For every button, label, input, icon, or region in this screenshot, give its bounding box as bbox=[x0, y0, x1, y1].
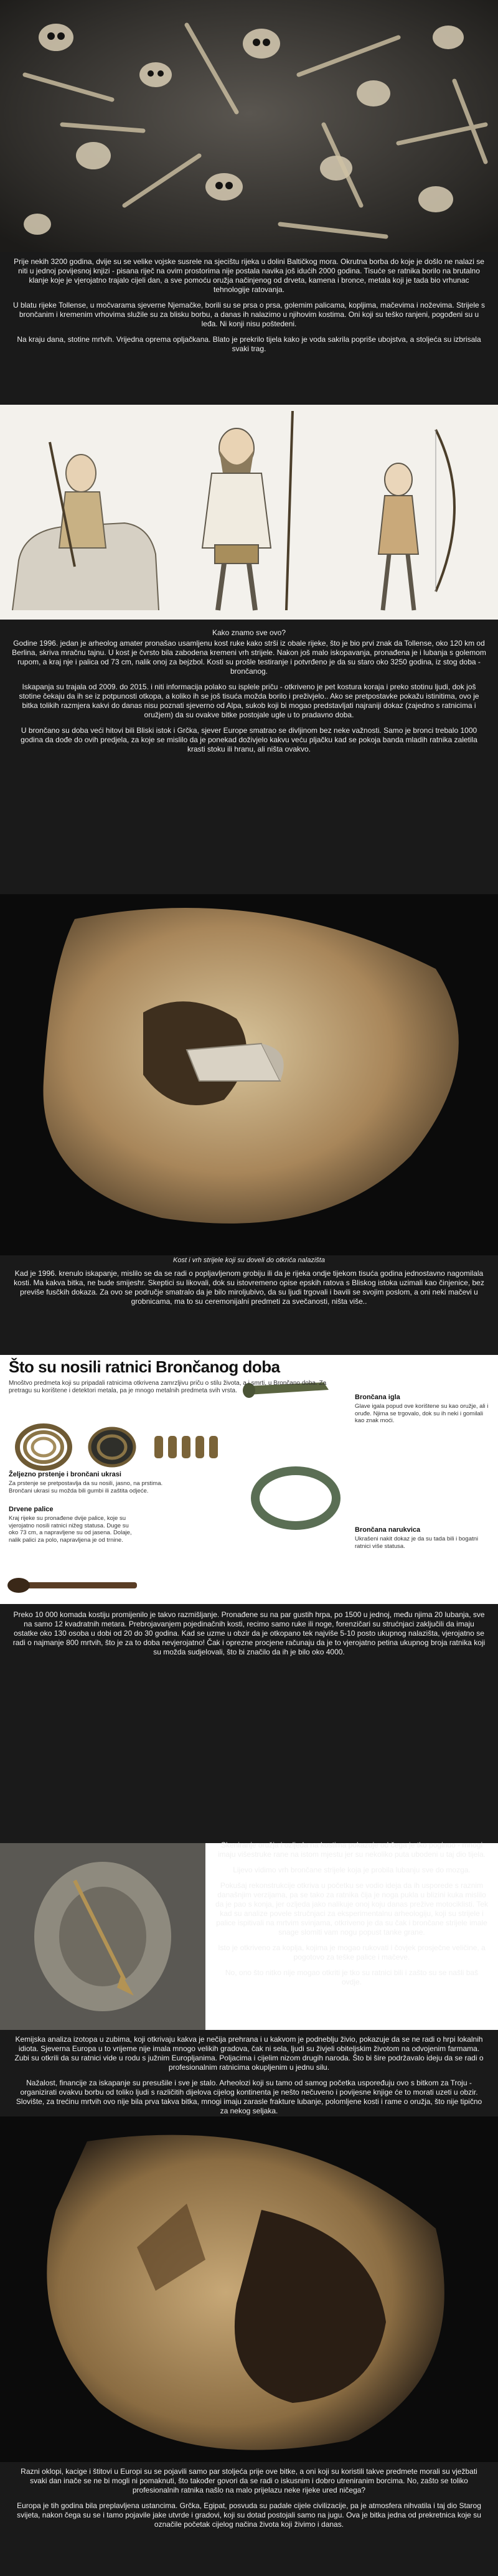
injury-paragraph-3: Pokušaj rekonstrukcije otkriva u početku se vodio ideja da ih usporede s raznim današnjim verzijama, pa se tako za ratnika čija je noga pukla u blizini kuka mislilo da je pao s konja, jer ozljeda jako nalikuje onoj koju danas prežive motociklisti. Tek kad su analize povele stručnjaci za eksperimentalnu arheologiju, koji su strijele i palice ispitivali na mrtvim svinjama, otkriveno je da su čak i brončane strijele imale snage slomiti vam nogu popust tanke grane. bbox=[215, 1881, 489, 1937]
conclusion-section bbox=[0, 2462, 498, 2576]
club-text: Kraj rijeke su pronađene dvije palice, koje su vjerojatno nosili ratnici nižeg statusa. Duge su oko 73 cm, a napravljene su od jasena. Dolaje, nalik palici za polo, napravljena je od trnine. bbox=[9, 1515, 132, 1544]
intro-paragraph-2: U blatu rijeke Tollense, u močvarama sjeverne Njemačke, borili su se prsa o prsa, golemim palicama, kopljima, mačevima i noževima. Strijele s brončanim i kremenim vrhovima služile su za blisku borbu, a danas ih nalazimo u njihovim kostima. Oni koji su teško ranjeni, pogođeni su u leđa. Ni konji nisu poštedeni. bbox=[12, 301, 486, 328]
wooden-club-icon bbox=[7, 1578, 137, 1593]
discovery-paragraph-2: Iskapanja su trajala od 2009. do 2015. i niti informacija polako su isplele priču - otkriveno je pet kostura koraja i preko stotinu ljudi, dok još stotine čekaju da ih se iz potpunosti otkopa, a koliko ih se još tisuća možda borilo i preživjelo.. Ako se pretpostavke pokažu istinitima, ovo je bitka tolikih razmjera kakvi do danas nisu poznati sjeverno od Alpa, sukob koji bi mogao predstavljati najraniji dokaz (zajedno s ratnicima i oružjem) da su ovakve bitke postojale ugle u to pradavno doba. bbox=[19, 682, 479, 719]
weapons-intro: Mnoštvo predmeta koji su pripadali ratnicima otkrivena zamrzljivu priču o stilu života, a i smrti, u Brončano doba. Za pretragu su korištene i detektori metala, pa je mnogo metalnih predmeta svih vrsta. bbox=[9, 1380, 327, 1394]
isotope-section bbox=[0, 2030, 498, 2116]
discovery-heading: Kako znamo sve ovo? bbox=[212, 628, 286, 637]
bracelet-text: Ukrašeni nakit dokaz je da su tada bili i bogatni ratnici više statusa. bbox=[355, 1536, 479, 1550]
bracelet-label: Brončana narukvica bbox=[355, 1526, 421, 1534]
weapons-infographic bbox=[0, 1355, 498, 1604]
injury-paragraph-2: Lijevo vidimo vrh brončane strijele koja je probila lubanju sve do mozga. bbox=[233, 1866, 471, 1874]
isotope-paragraph-2: Nažalost, financije za iskapanje su presušile i sve je stalo. Arheolozi koji su tamo od samog početka uspoređuju ovo s bitkom za Troju - organizirati ovakvu borbu od toliko ljudi s različitih dijelova cijelog kontinenta je nešto nečuveno i povijesne knjige će to morati uzeti u obzir. Slovište, za trećinu mrtvih ovo nije bila prva takva bitka, mnogi imaju zarasle frakture lubanje, polomljene kosti i rame o oružja, što nije tipično za nekog seljaka. bbox=[16, 2078, 482, 2115]
discovery-paragraph-1: Godine 1996. jedan je arheolog amater pronašao usamljenu kost ruke kako strši iz obale rijeke, što je bio prvi znak da Tollense, oko 120 km od Berlina, skriva mračnu tajnu. U kost je čvrsto bila zabodena kremeni vrh strijele. Nakon još malo iskopavanja, pronađena je i lubanja s golemom rupom, a kraj nje i palica od 73 cm, nalik onoj za bejzbol. Kosti su prošle testiranje i potvrđeno je da su staro oko 3250 godina, iz stog doba - brončanog. bbox=[12, 639, 486, 676]
bone-arrowhead-photo bbox=[0, 894, 498, 1255]
bones-count-section bbox=[0, 1604, 498, 1843]
rings-text: Za prstenje se pretpostavlja da su nosili, jasno, na prstima. Brončani ukrasi su možda bili gumbi ili zaštita odjeće. bbox=[9, 1480, 163, 1494]
warriors-illustration bbox=[0, 405, 498, 620]
skull-arrow-photo bbox=[0, 1843, 205, 2030]
bronze-ornament-icon bbox=[90, 1428, 134, 1466]
bone-caption: Kost i vrh strijele koji su doveli do otkrića nalazišta bbox=[173, 1257, 325, 1264]
discovery-paragraph-3: U brončano su doba veći hitovi bili Bliski istok i Grčka, sjever Europe smatrao se divljinom bez neke važnosti. Samo je bronci trebalo 1000 godina da dođe do ovih predjela, za koje se mislilo da je ponekad doživjelo kakvu veću pljačku kad se pokoja banda mladih ratnika zaletila krasti stoku ili hranu, ali ništa ovakvo. bbox=[21, 726, 477, 753]
bronze-tubes-icon bbox=[154, 1436, 218, 1458]
intro-paragraph-1: Prije nekih 3200 godina, dvije su se velike vojske susrele na sjecištu rijeka u dolini Baltičkog mora. Okrutna borba do koje je došlo ne nalazi se niti u jednoj povijesnoj knjizi - pisana riječ na ovim prostorima nije postala navika još idućih 2000 godina. Tisuće se ratnika borilo na brutalno klanje koje je vjerojatno trajalo cijeli dan, a sve pomoću oružja načinjenog od drveta, kamena i bronce, metala koji je tada bio vrhunac tehnologije ratovanja. bbox=[14, 257, 484, 294]
conclusion-paragraph-1: Razni oklopi, kacige i štitovi u Europi su se pojavili samo par stoljeća prije ove bitke, a oni koji su koristili takve predmete morali su vježbati svaki dan inače se ne bi mogli ni pomaknuti, što također govori da se radi o iskusnim i dobro utreniranim borcima. No, zašto se toliko profesionalnih ratnika našlo na malo prijelazu neke rijeke ured ničega? bbox=[21, 2467, 477, 2494]
injury-paragraph-4: Isto je otkriveno za koplja, kojima je mogao rukovati i čovjek prosječne veličine, a pogotovo za teške palice i mačeve. bbox=[218, 1943, 486, 1961]
weapons-title: Što su nosili ratnici Brončanog doba bbox=[9, 1357, 280, 1376]
skull-photo bbox=[0, 2116, 498, 2462]
bone-section bbox=[0, 1255, 498, 1355]
pin-text: Glave igala popud ove korištene su kao oružje, ali i oruđe. Njima se trgovalo, dok su ih neki i gomilali kao znak moći. bbox=[355, 1403, 489, 1424]
pin-label: Brončana igla bbox=[355, 1394, 400, 1401]
bone-paragraph: Kad je 1996. krenulo iskapanje, mislilo se da se radi o popljavljenom grobiju ili da je rijeka ondje tijekom tisuća godina jednostavno nagomilala kosti. Ma kakva bitka, ne bude smijeshr. Skeptici su likovali, dok su istovremeno opise epskih ratova s Bliskog istoka uzimali kao činjenice, bez previše fusčkih dokaza. Za ovo se područje smatralo da je bilo miroljubivo, da su ljudi trgovali i bavili se svojim poslom, a oni neki mačevi u grobnicama, ma to su ceremonijalni predmeti za svečanosti, ništa više.. bbox=[14, 1269, 484, 1306]
injury-paragraph-5: No, ono što nitko nije mogao otkriti je tko su ratnici bili i zašto su se našli baš ovdje. bbox=[225, 1968, 479, 1986]
conclusion-paragraph-2: Europa je tih godina bila preplavljena ustancima. Grčka, Egipat, posvuda su padale cijele civilizacije, pa je atmosfera nihvatila i taj dio Starog svijeta, nakon čega su se i tamo pojavile jake utvrde i gradovi, koji su dotad postojali samo na jugu. Ova je bitka jedna od prekretnica koje su označile početak cijelog načina života koji živimo i danas. bbox=[17, 2501, 481, 2529]
bones-count-paragraph: Preko 10 000 komada kostiju promijenilo je takvo razmišljanje. Pronađene su na par gustih hrpa, po 1500 u jednoj, među njima 20 lubanja, sve na samo 12 kvadratnih metara. Prebrojavanjem pojedinačnih kosti, recimo samo ruke ili noge, forenzičari su strućnjaci zaključili da imaju ostatke oko 130 osoba u dobi od 20 do 30 godina. Kad se uzme u obzir da je otkopano tek najviše 5-10 posto ukupnog nalazišta, vjerojatno se radi o najmanje 800 mrtvih, što je za to doba nevjerojatno! Čak i oprezne procjene računaju da je to vjerojatno petina ukupnog broja ratnika koji su možda sudjelovali, što bi značilo da ih je bilo oko 4000. bbox=[12, 1610, 486, 1656]
injury-paragraph-1: Skeniranje oružja i ozljeda na kostima pokazuje od čega je tko poginuo - mnogi imaju višestruke rane na istom mjestu jer su nekoliko puta ubodeni u taj dio tijela. bbox=[217, 1841, 486, 1859]
discovery-section bbox=[0, 620, 498, 894]
spiral-ring-icon bbox=[17, 1426, 70, 1468]
intro-section bbox=[0, 252, 498, 405]
rings-label: Željezno prstenje i brončani ukrasi bbox=[9, 1471, 121, 1478]
club-label: Drvene palice bbox=[9, 1506, 54, 1513]
intro-paragraph-3: Na kraju dana, stotine mrtvih. Vrijedna oprema opljačkana. Blato je prekrilo tijela kako je voda sakrila popriše ubojstva, a stoljeća su izbrisala svaki trag. bbox=[17, 335, 481, 353]
injury-text bbox=[215, 1841, 489, 1993]
skeletons-photo bbox=[0, 0, 498, 252]
isotope-paragraph-1: Kemijska analiza izotopa u zubima, koji otkrivaju kakva je nečija prehrana i u kakvom je podneblju živio, pokazuje da se ne radi o hrpi lokalnih idiota. Sjeverna Europa u to vrijeme nije imala mnogo velikih gradova, čak ni sela, ljudi su živjeli obiteljskim životom na odvojenim farmama. Zubi su otkrili da su ratnici vide u rodu s južnim Europljanima. Poljacima i cijelim nizom drugih naroda. Što bi šire podržavalo ideju da se radi o profesionalnim ratnicima okupljenim u jednu silu. bbox=[14, 2035, 484, 2072]
bracelet-icon bbox=[255, 1471, 336, 1526]
